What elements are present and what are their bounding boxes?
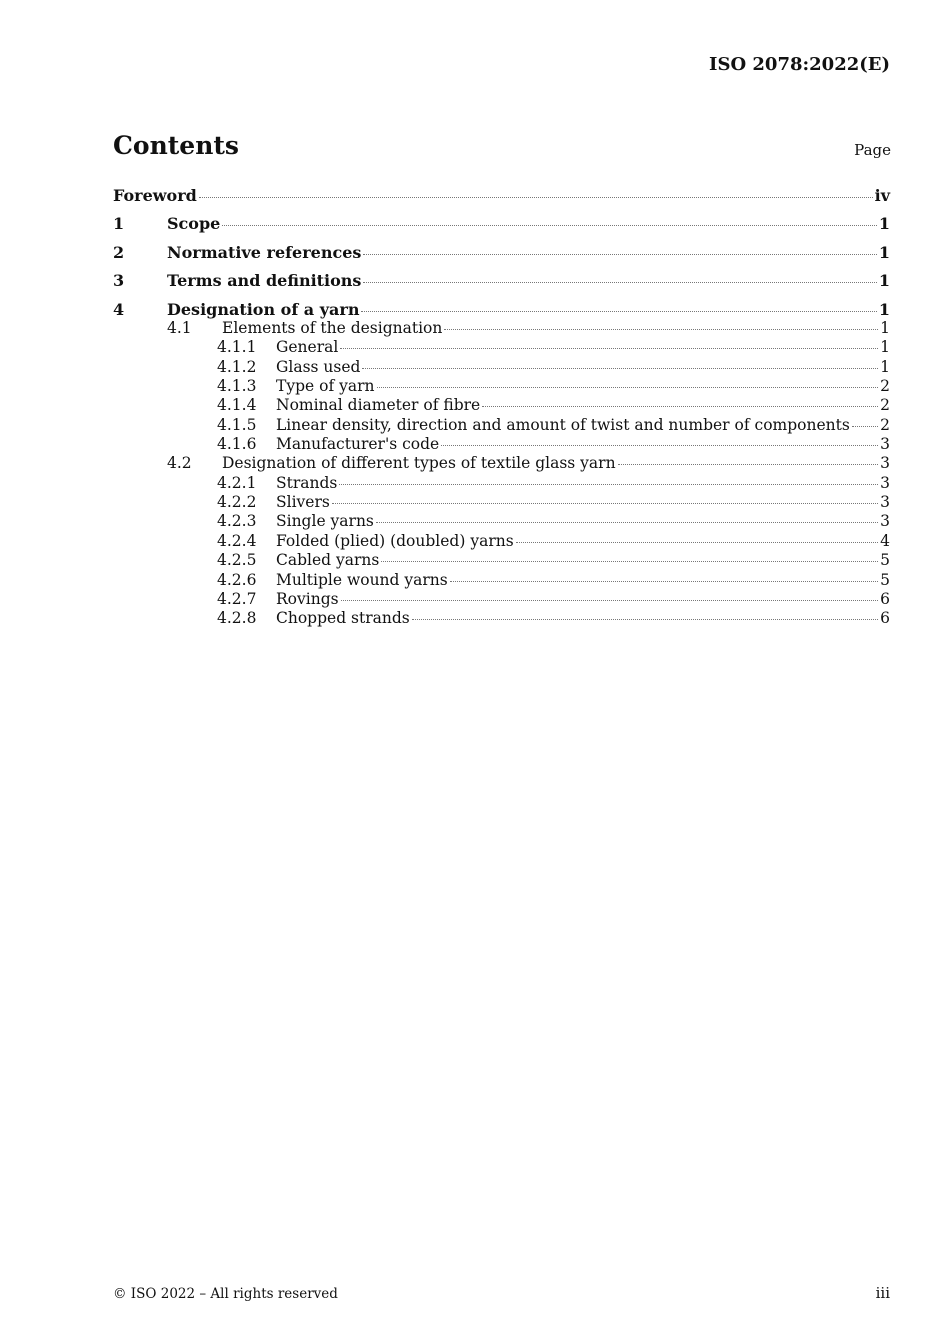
toc-entry-page: 2 bbox=[880, 396, 890, 415]
toc-entry-number: 4.2.5 bbox=[217, 551, 257, 570]
toc-entry-page: 1 bbox=[878, 242, 890, 262]
toc-entry-number: 4.2.4 bbox=[217, 531, 257, 550]
toc-entry-page: 3 bbox=[880, 512, 890, 531]
toc-entry-page: 6 bbox=[880, 609, 890, 628]
toc-entry-title: Scope bbox=[167, 214, 221, 234]
dot-leader bbox=[332, 503, 878, 504]
toc-entry-page: 1 bbox=[880, 357, 890, 376]
toc-entry[interactable] bbox=[113, 214, 890, 233]
toc-entry[interactable] bbox=[113, 590, 890, 608]
toc-entry-title: Type of yarn bbox=[276, 377, 375, 395]
dot-leader bbox=[363, 282, 876, 283]
toc-entry-number: 2 bbox=[113, 242, 125, 262]
toc-entry-title: Linear density, direction and amount of twist and number of components bbox=[276, 415, 850, 434]
toc-entry-number: 4.1 bbox=[167, 318, 192, 337]
toc-entry-number: 4.2.2 bbox=[217, 493, 257, 512]
toc-entry-page: 2 bbox=[880, 415, 890, 434]
toc-entry-title: Chopped strands bbox=[276, 609, 410, 628]
copyright-footer: © ISO 2022 – All rights reserved bbox=[113, 1286, 338, 1302]
toc-entry-number: 4.2.3 bbox=[217, 512, 257, 531]
toc-entry-title: Designation of different types of textile glass yarn bbox=[222, 454, 616, 473]
toc-entry-page: 5 bbox=[880, 570, 890, 589]
toc-entry-title: Normative references bbox=[167, 242, 362, 262]
toc-entry[interactable] bbox=[113, 512, 890, 530]
toc-entry[interactable] bbox=[113, 358, 890, 376]
dot-leader bbox=[341, 600, 879, 601]
toc-entry-title: Foreword bbox=[113, 186, 197, 205]
dot-leader bbox=[222, 225, 877, 226]
dot-leader bbox=[361, 311, 876, 312]
toc-entry[interactable] bbox=[113, 186, 890, 205]
toc-entry-title: Single yarns bbox=[276, 512, 374, 531]
toc-entry-number: 4.1.4 bbox=[217, 396, 257, 415]
dot-leader bbox=[362, 368, 878, 369]
toc-entry[interactable] bbox=[113, 493, 890, 511]
toc-entry-title: Multiple wound yarns bbox=[276, 570, 448, 589]
dot-leader bbox=[381, 561, 878, 562]
toc-entry[interactable] bbox=[113, 551, 890, 569]
dot-leader bbox=[340, 348, 878, 349]
toc-entry-page: 1 bbox=[880, 338, 890, 357]
toc-entry-title: Manufacturer's code bbox=[276, 435, 440, 454]
toc-entry-title: Cabled yarns bbox=[276, 551, 380, 570]
toc-entry-number: 4.1.1 bbox=[217, 338, 257, 357]
toc-entry-page: 3 bbox=[880, 435, 890, 454]
dot-leader bbox=[376, 522, 878, 523]
toc-entry-number: 3 bbox=[113, 271, 125, 291]
dot-leader bbox=[441, 445, 878, 446]
toc-entry-number: 4.1.5 bbox=[217, 415, 257, 434]
toc-entry-page: 1 bbox=[878, 271, 890, 291]
page-number: iii bbox=[875, 1284, 890, 1302]
toc-entry-number: 1 bbox=[113, 214, 125, 234]
dot-leader bbox=[444, 329, 878, 330]
toc-entry-title: Folded (plied) (doubled) yarns bbox=[276, 531, 514, 550]
toc-entry-number: 4.1.3 bbox=[217, 377, 257, 395]
toc-entry-title: Glass used bbox=[276, 357, 361, 376]
toc-entry[interactable] bbox=[113, 377, 890, 395]
dot-leader bbox=[852, 426, 878, 427]
toc-entry-number: 4.2.8 bbox=[217, 609, 257, 628]
document-id-header: ISO 2078:2022(E) bbox=[709, 54, 890, 75]
dot-leader bbox=[363, 254, 876, 255]
toc-entry-number: 4.2 bbox=[167, 454, 192, 473]
dot-leader bbox=[516, 542, 878, 543]
toc-entry-title: General bbox=[276, 338, 339, 357]
toc-entry[interactable] bbox=[113, 338, 890, 356]
toc-entry-title: Slivers bbox=[276, 493, 330, 512]
dot-leader bbox=[199, 197, 873, 198]
toc-entry-number: 4.2.6 bbox=[217, 570, 257, 589]
toc-entry-page: 4 bbox=[880, 531, 890, 550]
toc-entry[interactable] bbox=[113, 300, 890, 319]
toc-entry-page: 1 bbox=[878, 214, 890, 234]
toc-entry-page: 1 bbox=[880, 318, 890, 337]
toc-entry-page: iv bbox=[874, 186, 890, 205]
toc-entry-page: 1 bbox=[878, 299, 890, 319]
toc-entry-title: Elements of the designation bbox=[222, 318, 443, 337]
toc-entry[interactable] bbox=[113, 243, 890, 262]
toc-entry-title: Rovings bbox=[276, 589, 339, 608]
toc-entry-page: 2 bbox=[880, 377, 890, 395]
toc-entry-number: 4.1.6 bbox=[217, 435, 257, 454]
toc-entry-title: Designation of a yarn bbox=[167, 299, 360, 319]
toc-entry-page: 3 bbox=[880, 454, 890, 473]
dot-leader bbox=[377, 387, 879, 388]
dot-leader bbox=[450, 581, 878, 582]
toc-entry-page: 5 bbox=[880, 551, 890, 570]
toc-entry-number: 4 bbox=[113, 299, 125, 319]
page-column-label: Page bbox=[854, 141, 891, 159]
toc-entry[interactable] bbox=[113, 319, 890, 337]
dot-leader bbox=[339, 484, 878, 485]
toc-entry-number: 4.2.7 bbox=[217, 589, 257, 608]
toc-entry[interactable] bbox=[113, 396, 890, 414]
toc-entry-number: 4.2.1 bbox=[217, 473, 257, 492]
dot-leader bbox=[482, 406, 878, 407]
toc-entry[interactable] bbox=[113, 435, 890, 453]
toc-entry[interactable] bbox=[113, 271, 890, 290]
toc-entry[interactable] bbox=[113, 532, 890, 550]
toc-entry[interactable] bbox=[113, 454, 890, 472]
toc-entry-page: 3 bbox=[880, 493, 890, 512]
page-title: Contents bbox=[113, 131, 240, 160]
toc-entry[interactable] bbox=[113, 571, 890, 589]
toc-entry-title: Strands bbox=[276, 473, 338, 492]
dot-leader bbox=[412, 619, 878, 620]
toc-entry-page: 6 bbox=[880, 589, 890, 608]
toc-entry[interactable] bbox=[113, 474, 890, 492]
dot-leader bbox=[618, 464, 879, 465]
toc-entry-number: 4.1.2 bbox=[217, 357, 257, 376]
toc-entry[interactable] bbox=[113, 416, 890, 434]
toc-entry[interactable] bbox=[113, 609, 890, 627]
toc-entry-title: Nominal diameter of fibre bbox=[276, 396, 481, 415]
toc-entry-page: 3 bbox=[880, 473, 890, 492]
toc-entry-title: Terms and definitions bbox=[167, 271, 362, 291]
